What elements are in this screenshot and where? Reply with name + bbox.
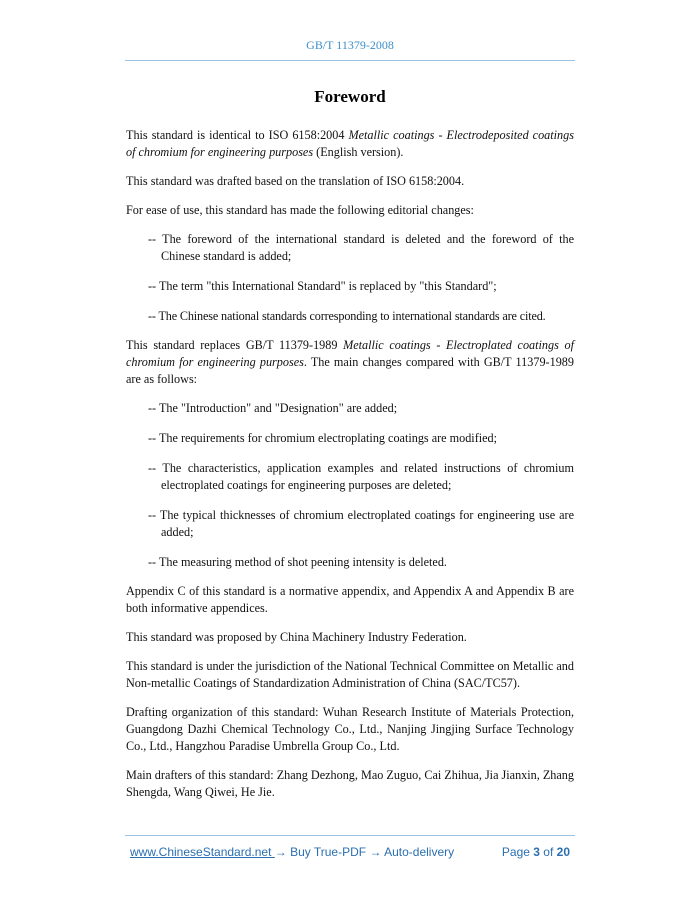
paragraph-replaces [126, 337, 574, 388]
paragraph-drafting-organization: Drafting organization of this standard: Wuhan Research Institute of Materials Protection, Guangdong Dazhi Chemical Technology Co., Ltd., Nanjing Jingjing Surface Technology Co., Ltd., Hangzhou Paradise Umbrella Group Co., Ltd. [126, 705, 574, 753]
paragraph-main-drafters: Main drafters of this standard: Zhang Dezhong, Mao Zuguo, Cai Zhihua, Jia Jianxin, Zhang Shengda, Wang Qiwei, He Jie. [126, 768, 574, 799]
main-change-item: -- The typical thicknesses of chromium electroplated coatings for engineering use are added; [148, 508, 574, 539]
old-standard-title-italic: Metallic coatings - Electroplated coatings of chromium for engineering purposes [126, 338, 574, 369]
page-label: Page [501, 845, 534, 859]
footer-divider [125, 835, 575, 836]
paragraph-text: This standard is identical to ISO 6158:2004 [126, 128, 349, 142]
paragraph-text: This standard replaces GB/T 11379-1989 [126, 338, 344, 352]
paragraph-appendices: Appendix C of this standard is a normative appendix, and Appendix A and Appendix B are both informative appendices. [126, 584, 574, 615]
paragraph-text: (English version). [313, 145, 404, 159]
editorial-change-item: -- The foreword of the international standard is deleted and the foreword of the Chinese standard is added; [148, 232, 574, 263]
document-body [126, 127, 574, 813]
paragraph-text: . The main changes compared with GB/T 11379-1989 are as follows: [126, 355, 574, 386]
paragraph-proposed-by: This standard was proposed by China Machinery Industry Federation. [126, 630, 467, 644]
page-title: Foreword [314, 87, 386, 106]
paragraph-identical-to-iso [126, 127, 574, 161]
page-current: 3 [533, 845, 540, 859]
paragraph-drafted-based: This standard was drafted based on the translation of ISO 6158:2004. [126, 174, 465, 188]
paragraph-jurisdiction: This standard is under the jurisdiction of the National Technical Committee on Metallic and Non-metallic Coatings of Standardization Administration of China (SAC/TC57). [126, 659, 574, 690]
page-total: 20 [556, 845, 570, 859]
document-header-code: GB/T 11379-2008 [306, 38, 394, 52]
auto-delivery-text: Auto-delivery [381, 845, 455, 859]
main-change-item: -- The requirements for chromium electroplating coatings are modified; [148, 431, 498, 445]
header-divider [125, 60, 575, 61]
chinesestandard-link[interactable]: www.ChineseStandard.net [130, 845, 275, 859]
paragraph-editorial-intro: For ease of use, this standard has made the following editorial changes: [126, 203, 474, 217]
main-change-item: -- The "Introduction" and "Designation" are added; [148, 401, 398, 415]
buy-true-pdf-text: Buy True-PDF [286, 845, 370, 859]
main-change-item: -- The characteristics, application examples and related instructions of chromium electroplated coatings for engineering purposes are deleted; [148, 461, 574, 492]
page-of-label: of [539, 845, 557, 859]
main-change-item: -- The measuring method of shot peening intensity is deleted. [148, 555, 447, 569]
page-number [502, 845, 570, 859]
footer-promo [130, 845, 454, 859]
editorial-change-item: -- The Chinese national standards corresponding to international standards are cited. [148, 309, 546, 323]
arrow-right-icon: → [274, 845, 287, 859]
editorial-change-item: -- The term "this International Standard" is replaced by "this Standard"; [148, 279, 497, 293]
iso-title-italic: Metallic coatings - Electrodeposited coatings of chromium for engineering purposes [126, 128, 574, 159]
arrow-right-icon: → [369, 845, 382, 859]
